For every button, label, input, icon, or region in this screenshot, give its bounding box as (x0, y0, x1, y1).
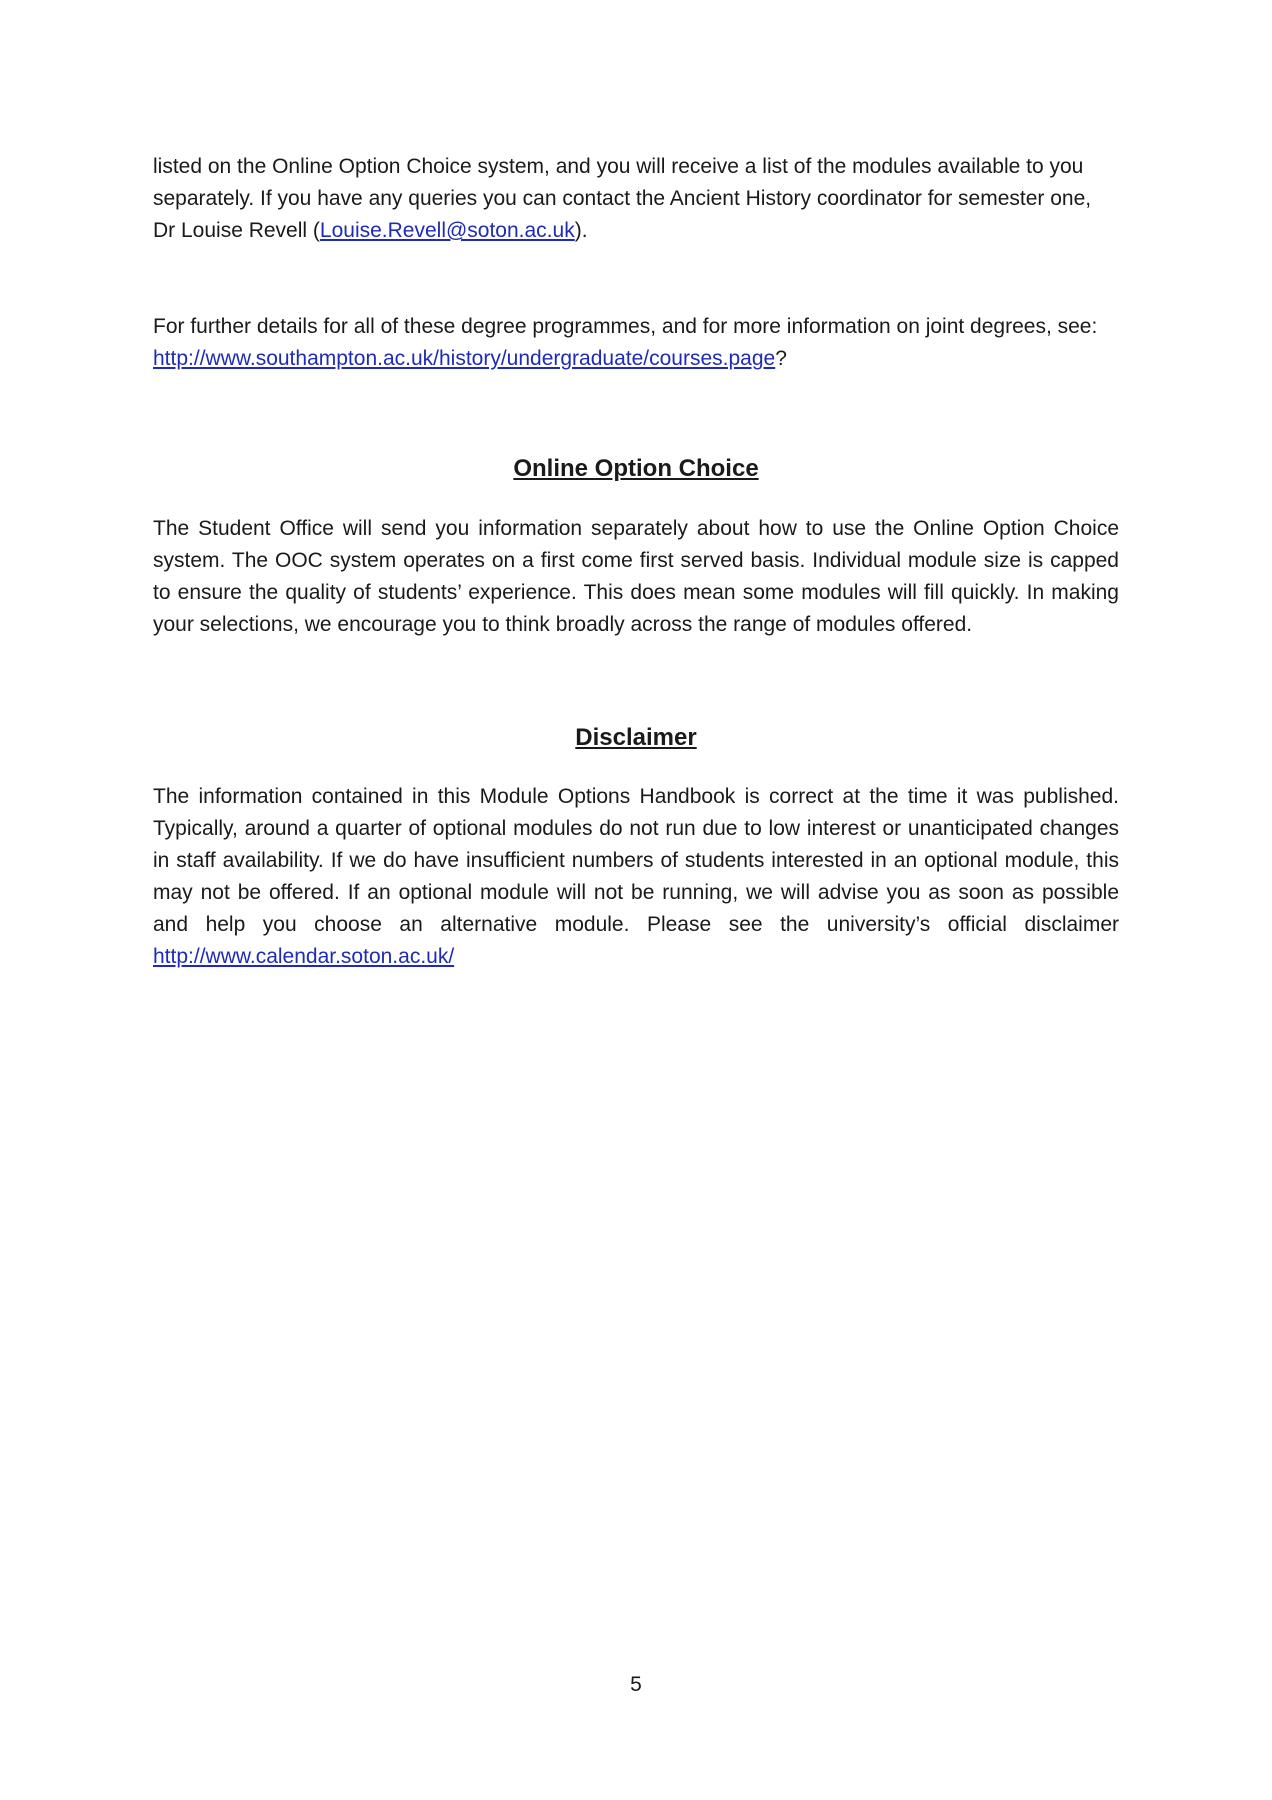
disclaimer-text: The information contained in this Module Options Handbook is correct at the time it was published. Typically, around a quarter of optional modules do not run due to low interest or unanticipated changes in staff availability. If we do have insufficient numbers of students interested in an optional module, this may not be offered. If an optional module will not be running, we will advise you as soon as possible and help you choose an alternative module. Please see the university’s official disclaimer (153, 785, 1119, 936)
further-details-text-after: ? (775, 347, 787, 370)
courses-page-link[interactable]: http://www.southampton.ac.uk/history/undergraduate/courses.page (153, 347, 776, 370)
page-number: 5 (630, 1673, 642, 1696)
intro-paragraph (153, 151, 1119, 247)
further-details-paragraph (153, 311, 1119, 375)
intro-text-before: listed on the Online Option Choice system, and you will receive a list of the modules available to you separately. If you have any queries you can contact the Ancient History coordinator for semester one, Dr Louise Revell ( (153, 155, 1092, 242)
calendar-link[interactable]: http://www.calendar.soton.ac.uk/ (153, 945, 455, 968)
further-details-text-before: For further details for all of these degree programmes, and for more information on joint degrees, see: (153, 315, 1098, 338)
disclaimer-heading: Disclaimer (575, 724, 697, 751)
intro-text-after: ). (574, 219, 588, 242)
online-option-choice-heading: Online Option Choice (513, 455, 759, 482)
email-link[interactable]: Louise.Revell@soton.ac.uk (319, 219, 575, 242)
online-option-choice-body: The Student Office will send you information separately about how to use the Online Option Choice system. The OOC system operates on a first come first served basis. Individual module size is capped to ensure the quality of students’ experience. This does mean some modules will fill quickly. In making your selections, we encourage you to think broadly across the range of modules offered. (153, 517, 1119, 636)
disclaimer-body (153, 781, 1119, 973)
